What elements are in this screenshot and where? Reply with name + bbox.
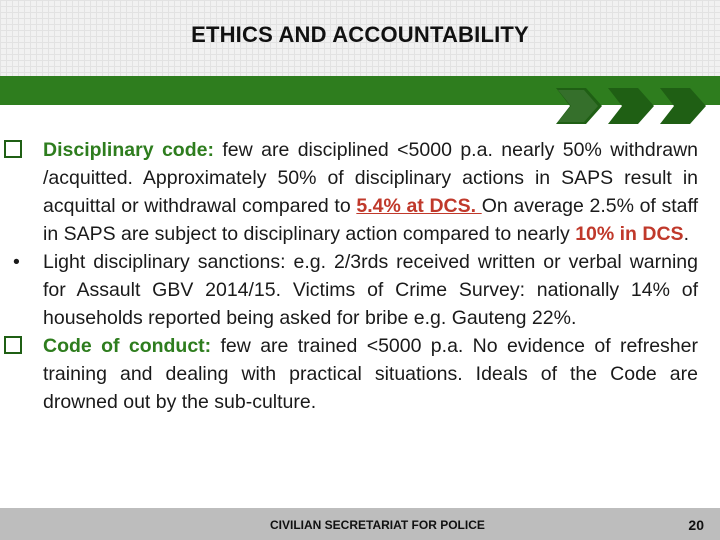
checkbox-bullet-icon xyxy=(4,140,22,158)
chevron-group xyxy=(556,86,716,126)
chevron-right-icon xyxy=(556,88,602,124)
footer-bar xyxy=(0,508,720,540)
p1-text-2: On average 2.5% of staff in SAPS are subject to disciplinary action compared to nearly xyxy=(43,195,698,245)
paragraph-disciplinary-code xyxy=(4,136,698,248)
paragraph-light-sanctions xyxy=(4,248,698,332)
light-sanctions-text: Light disciplinary sanctions: e.g. 2/3rds received written or verbal warning for Assault GBV 2014/15. Victims of Crime Survey: nationally 14% of households reported being asked for bribe e.g. Gauteng 22%. xyxy=(43,251,698,329)
footer-organization: CIVILIAN SECRETARIAT FOR POLICE xyxy=(270,518,485,532)
slide-body xyxy=(4,136,698,416)
dcs-rate-highlight: 5.4% at DCS. xyxy=(356,195,482,217)
disciplinary-code-label: Disciplinary code: xyxy=(43,139,214,161)
chevron-right-icon xyxy=(660,88,706,124)
code-of-conduct-label: Code of conduct: xyxy=(43,335,212,357)
p1-text-1: few are disciplined <5000 p.a. nearly 50% withdrawn /acquitted. Approximately 50% of disciplinary actions in SAPS result in acquittal or withdrawal compared to xyxy=(43,139,699,217)
chevron-right-icon xyxy=(608,88,654,124)
paragraph-code-of-conduct xyxy=(4,332,698,416)
code-of-conduct-text: few are trained <5000 p.a. No evidence of refresher training and dealing with practical situations. Ideals of the Code are drowned out by the sub-culture. xyxy=(43,335,698,413)
header-band xyxy=(0,0,720,76)
slide-title: ETHICS AND ACCOUNTABILITY xyxy=(191,22,529,47)
dcs-percent-highlight: 10% in DCS xyxy=(575,223,684,245)
p1-text-3: . xyxy=(683,223,689,245)
page-number: 20 xyxy=(688,517,704,533)
checkbox-bullet-icon xyxy=(4,336,22,354)
bullet-dot: • xyxy=(13,251,20,273)
